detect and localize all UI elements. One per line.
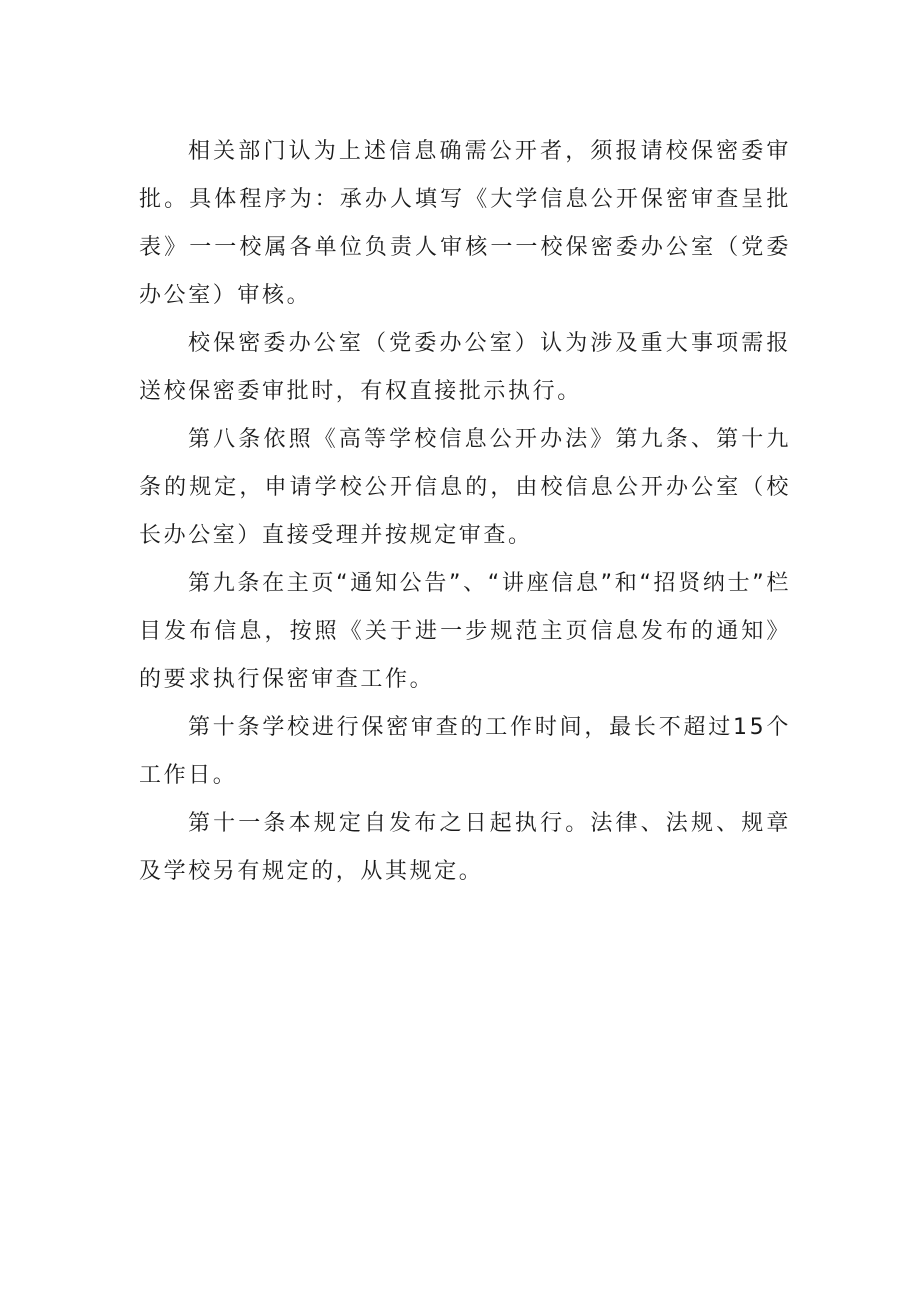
paragraph-approval-procedure: 相关部门认为上述信息确需公开者，须报请校保密委审批。具体程序为：承办人填写《大学信息公开保密审查呈批表》一一校属各单位负责人审核一一校保密委办公室（党委办公室）审核。	[139, 139, 791, 308]
paragraph-major-matters: 校保密委办公室（党委办公室）认为涉及重大事项需报送校保密委审批时，有权直接批示执行。	[139, 331, 791, 404]
document-body	[139, 128, 791, 896]
paragraph-article-8: 第八条依照《高等学校信息公开办法》第九条、第十九条的规定，申请学校公开信息的，由校信息公开办公室（校长办公室）直接受理并按规定审查。	[139, 427, 791, 548]
paragraph-article-11: 第十一条本规定自发布之日起执行。法律、法规、规章及学校另有规定的，从其规定。	[139, 811, 791, 884]
paragraph-article-10: 第十条学校进行保密审查的工作时间，最长不超过15个工作日。	[139, 715, 791, 788]
paragraph-article-9: 第九条在主页“通知公告”、“讲座信息”和“招贤纳士”栏目发布信息，按照《关于进一步规范主页信息发布的通知》的要求执行保密审查工作。	[139, 571, 791, 692]
